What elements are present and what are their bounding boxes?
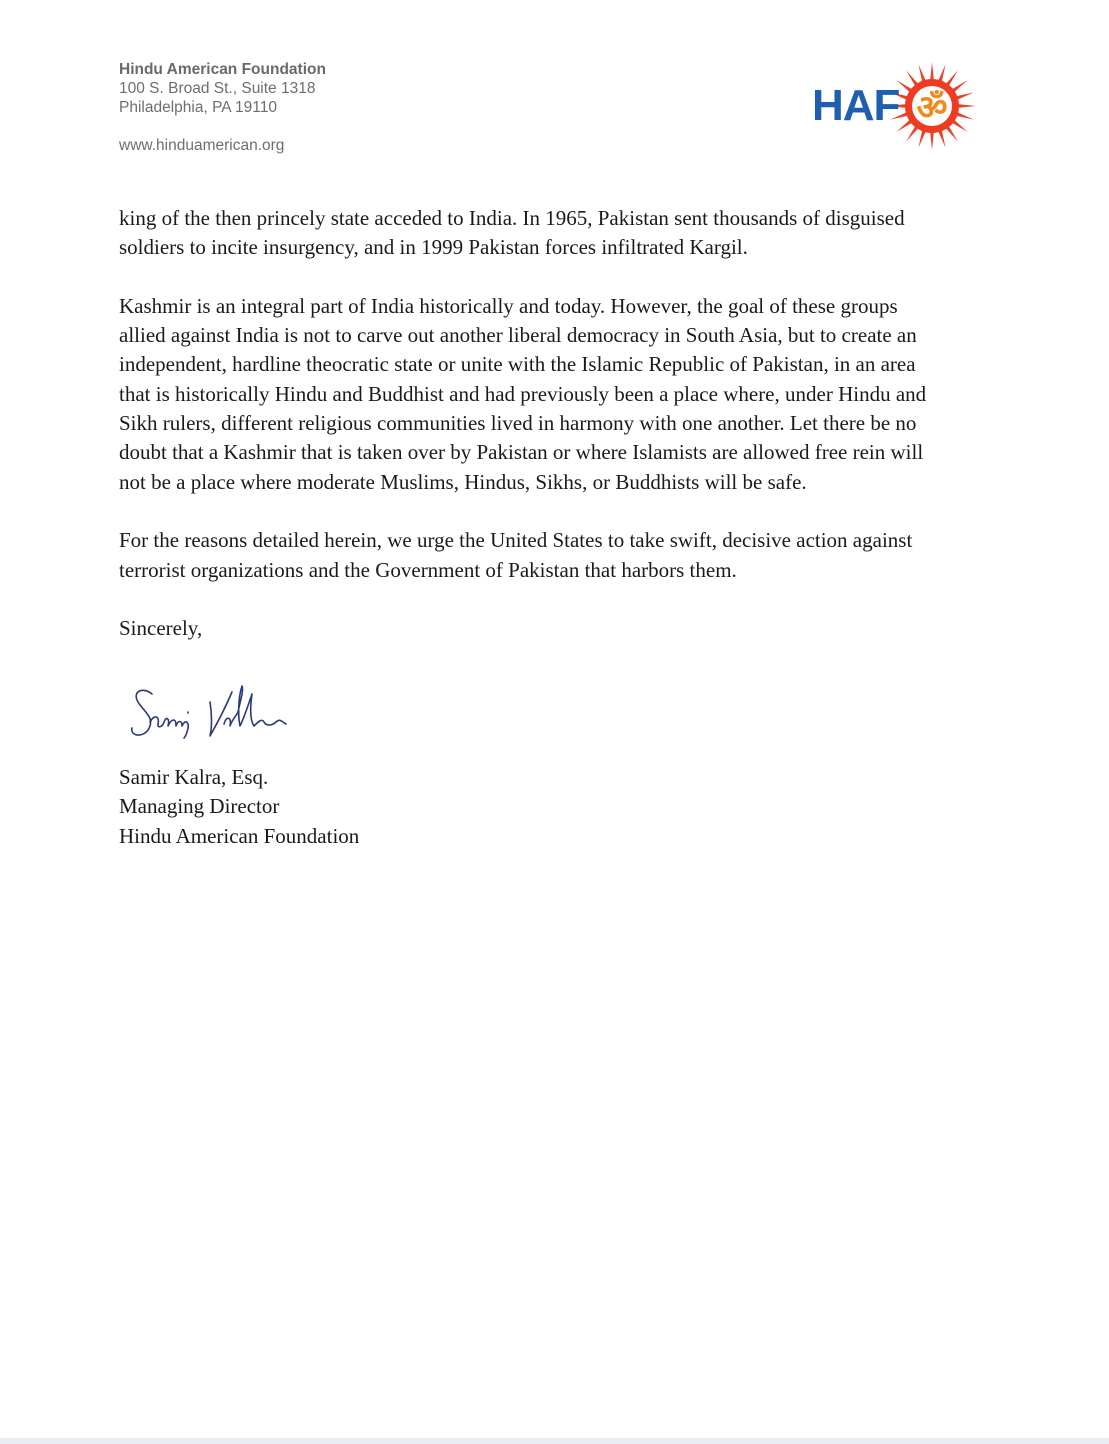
letterhead-org-name: Hindu American Foundation — [119, 61, 326, 78]
closing-salutation: Sincerely, — [119, 616, 203, 641]
letterhead-address-line2: Philadelphia, PA 19110 — [119, 99, 277, 116]
om-sun-icon — [888, 62, 976, 150]
signer-name: Samir Kalra, Esq. — [119, 765, 269, 789]
signature-block — [119, 763, 359, 851]
body-paragraph: king of the then princely state acceded to India. In 1965, Pakistan sent thousands of disguised soldiers to incite insurgency, and in 1999 Pakistan forces infiltrated Kargil. — [119, 206, 905, 260]
body-paragraph: Kashmir is an integral part of India historically and today. However, the goal of these groups allied against India is not to carve out another liberal democracy in South Asia, but to create an independent, hardline theocratic state or unite with the Islamic Republic of Pakistan, in an area that is historically Hindu and Buddhist and had previously been a place where, under Hindu and Sikh rulers, different religious communities lived in harmony with one another. Let there be no doubt that a Kashmir that is taken over by Pakistan or where Islamists are allowed free rein will not be a place where moderate Muslims, Hindus, Sikhs, or Buddhists will be safe. — [119, 293, 927, 494]
svg-text:ॐ: ॐ — [916, 88, 948, 128]
letterhead — [119, 60, 326, 155]
logo-text: HAF — [812, 81, 900, 130]
page-bottom-edge — [0, 1438, 1109, 1444]
haf-logo — [808, 58, 980, 154]
body-paragraph: For the reasons detailed herein, we urge the United States to take swift, decisive action against terrorist organizations and the Government of Pakistan that harbors them. — [119, 528, 913, 582]
letterhead-address-line1: 100 S. Broad St., Suite 1318 — [119, 80, 316, 97]
letter-body — [119, 204, 989, 673]
signer-organization: Hindu American Foundation — [119, 823, 360, 848]
handwritten-signature — [126, 672, 296, 746]
signer-title: Managing Director — [119, 794, 280, 819]
letterhead-website: www.hinduamerican.org — [119, 137, 285, 154]
